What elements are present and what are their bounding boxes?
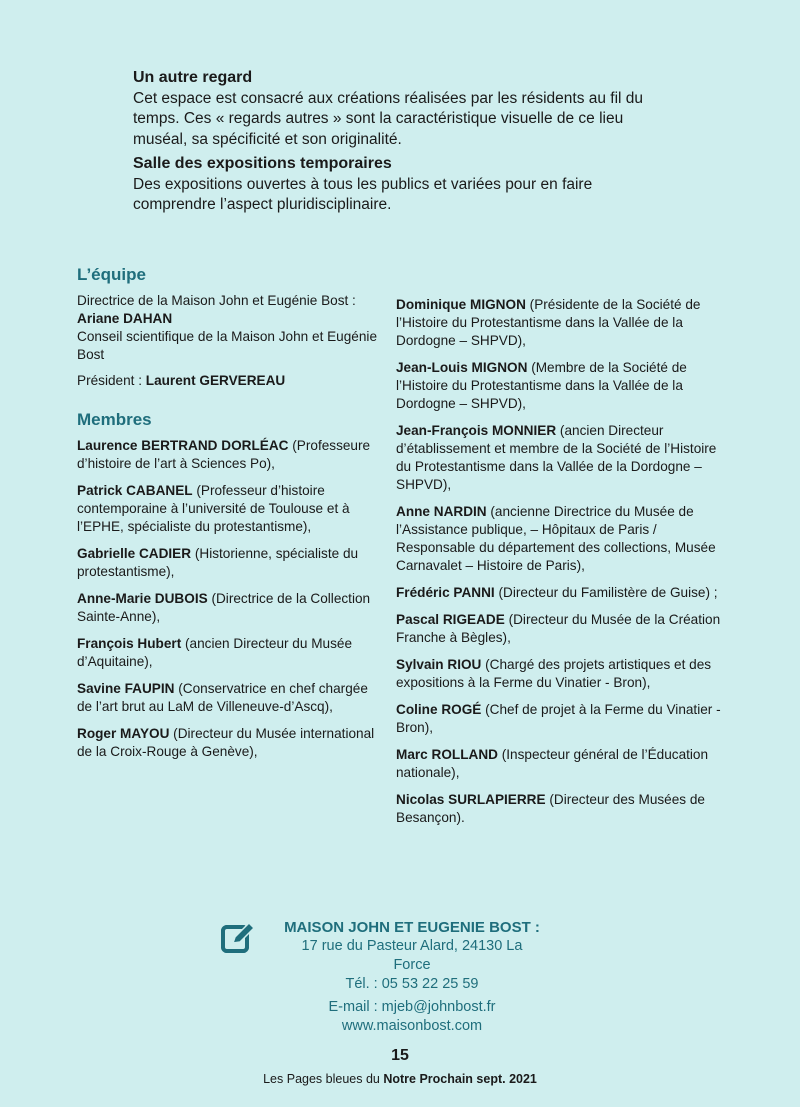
member-entry — [396, 746, 726, 782]
contact-title: MAISON JOHN ET EUGENIE BOST : — [284, 919, 540, 936]
contact-lines — [282, 918, 542, 1036]
member-entry — [77, 725, 377, 761]
member-entry — [396, 422, 726, 494]
member-entry — [77, 545, 377, 581]
member-description: (Chef de projet à la Ferme du Vinatier - Bron), — [396, 702, 721, 735]
member-description: (Directeur du Musée international de la Croix-Rouge à Genève), — [77, 726, 375, 759]
member-name: Marc ROLLAND — [396, 747, 498, 762]
member-description: (Directrice de la Collection Sainte-Anne), — [77, 591, 371, 624]
member-name: Frédéric PANNI — [396, 585, 495, 600]
membres-left-column — [77, 437, 377, 770]
member-description: (Membre de la Société de l’Histoire du Protestantisme dans la Vallée de la Dordogne – SHPVD), — [396, 360, 687, 411]
member-entry — [396, 611, 726, 647]
member-entry — [396, 791, 726, 827]
footer-bold: Notre Prochain sept. 2021 — [383, 1072, 537, 1086]
member-entry — [396, 503, 726, 575]
page-number: 15 — [391, 1047, 409, 1064]
salle-text: Des expositions ouvertes à tous les publics et variées pour en faire comprendre l’aspect pluridisciplinaire. — [133, 175, 593, 213]
equipe-title: L’équipe — [77, 265, 146, 284]
member-name: Pascal RIGEADE — [396, 612, 505, 627]
member-entry — [396, 656, 726, 692]
directrice-name: Ariane DAHAN — [77, 311, 173, 326]
member-description: (Directeur du Musée de la Création Franche à Bègles), — [396, 612, 721, 645]
member-description: (Professeur d’histoire contemporaine à l’université de Toulouse et à l’EPHE, spécialiste du protestantisme), — [77, 483, 350, 534]
member-description: (ancien Directeur du Musée d’Aquitaine), — [77, 636, 353, 669]
member-description: (Professeure d’histoire de l’art à Sciences Po), — [77, 438, 371, 471]
intro-section — [133, 68, 673, 220]
edit-icon — [220, 920, 256, 956]
member-description: (Chargé des projets artistiques et des expositions à la Ferme du Vinatier - Bron), — [396, 657, 712, 690]
member-name: Dominique MIGNON — [396, 297, 526, 312]
conseil-line: Conseil scientifique de la Maison John et Eugénie Bost — [77, 329, 378, 362]
member-description: (Directeur des Musées de Besançon). — [396, 792, 705, 825]
member-entry — [77, 590, 377, 626]
president-name: Laurent GERVEREAU — [145, 373, 286, 388]
member-description: (Inspecteur général de l’Éducation nationale), — [396, 747, 709, 780]
member-name: Jean-François MONNIER — [396, 423, 557, 438]
directrice-line — [77, 292, 377, 328]
footer — [0, 1072, 800, 1086]
directrice-label: Directrice de la Maison John et Eugénie Bost : — [77, 293, 356, 308]
member-entry — [396, 701, 726, 737]
member-name: Nicolas SURLAPIERRE — [396, 792, 546, 807]
president-line — [77, 372, 377, 390]
member-name: Roger MAYOU — [77, 726, 170, 741]
member-name: François Hubert — [77, 636, 182, 651]
member-name: Anne NARDIN — [396, 504, 487, 519]
member-name: Patrick CABANEL — [77, 483, 193, 498]
contact-tel: Tél. : 05 53 22 25 59 — [345, 976, 479, 992]
member-name: Jean-Louis MIGNON — [396, 360, 528, 375]
member-name: Sylvain RIOU — [396, 657, 482, 672]
member-description: (Présidente de la Société de l’Histoire du Protestantisme dans la Vallée de la Dordogne – SHPVD), — [396, 297, 701, 348]
regard-title: Un autre regard — [133, 69, 253, 86]
member-description: (Directeur du Familistère de Guise) ; — [494, 585, 718, 600]
member-name: Gabrielle CADIER — [77, 546, 192, 561]
member-entry — [396, 359, 726, 413]
member-entry — [396, 296, 726, 350]
member-name: Laurence BERTRAND DORLÉAC — [77, 438, 289, 453]
contact-address: 17 rue du Pasteur Alard, 24130 La Force — [301, 938, 523, 973]
member-entry — [77, 482, 377, 536]
member-entry — [77, 680, 377, 716]
footer-prefix: Les Pages bleues du — [263, 1072, 384, 1086]
member-description: (ancien Directeur d’établissement et membre de la Société de l’Histoire du Protestantisme dans la Vallée de la Dordogne – SHPVD), — [396, 423, 717, 492]
member-entry — [77, 635, 377, 671]
contact-web[interactable]: www.maisonbost.com — [341, 1018, 483, 1034]
member-description: (Historienne, spécialiste du protestantisme), — [77, 546, 359, 579]
member-name: Coline ROGÉ — [396, 702, 482, 717]
salle-title: Salle des expositions temporaires — [133, 155, 392, 172]
contact-email[interactable]: E-mail : mjeb@johnbost.fr — [328, 999, 496, 1015]
member-description: (ancienne Directrice du Musée de l’Assistance publique, – Hôpitaux de Paris / Responsable du département des collections, Musée Carnavalet – Histoire de Paris), — [396, 504, 716, 573]
member-description: (Conservatrice en chef chargée de l’art brut au LaM de Villeneuve-d’Ascq), — [77, 681, 368, 714]
member-name: Savine FAUPIN — [77, 681, 175, 696]
president-label: Président : — [77, 373, 146, 388]
equipe-block — [77, 292, 377, 390]
membres-title: Membres — [77, 410, 152, 429]
regard-text: Cet espace est consacré aux créations réalisées par les résidents au fil du temps. Ces « regards autres » sont la caractéristique visuelle de ce lieu muséal, sa spécificité et son originalité. — [133, 89, 644, 148]
membres-right-column — [396, 296, 726, 836]
member-name: Anne-Marie DUBOIS — [77, 591, 208, 606]
member-entry — [396, 584, 726, 602]
member-entry — [77, 437, 377, 473]
